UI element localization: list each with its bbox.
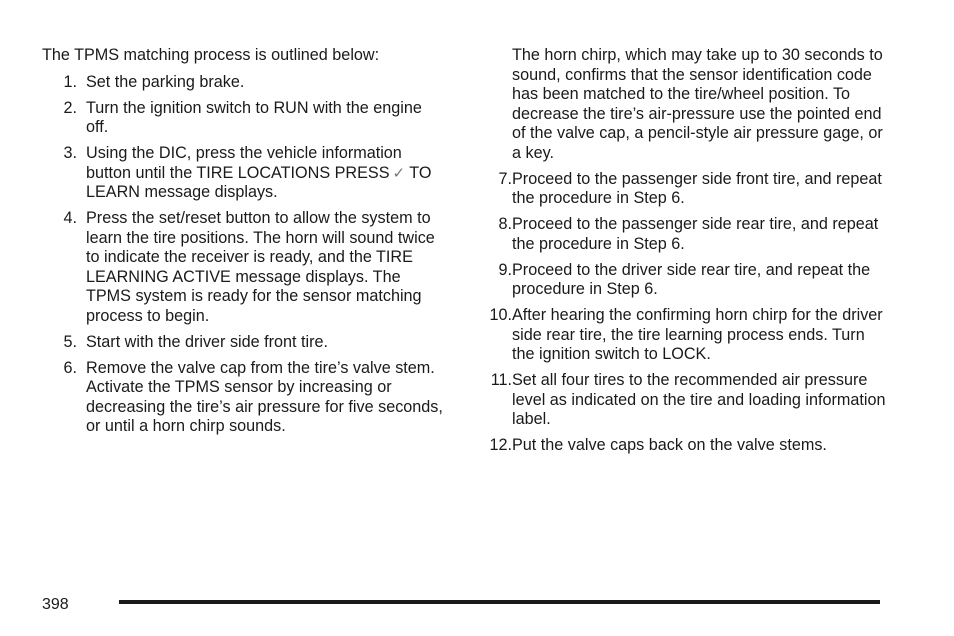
step-text: Remove the valve cap from the tire’s valve stem. Activate the TPMS sensor by increasing or decreasing the tire’s air pressure for five seconds, or until a horn chirp sounds. [86, 358, 443, 435]
step-number: 4. [63, 209, 77, 227]
list-item [42, 209, 447, 326]
step-text-after-icon: TO LEARN message displays. [86, 163, 432, 201]
step-number: 8. [498, 215, 512, 233]
list-item [476, 306, 886, 365]
list-item [42, 359, 447, 437]
step-text: Put the valve caps back on the valve stems. [512, 436, 827, 454]
step-number: 12. [489, 436, 512, 454]
step-text: Set all four tires to the recommended air pressure level as indicated on the tire and loading information label. [512, 371, 886, 428]
steps-list-right [476, 170, 886, 456]
step-text: Turn the ignition switch to RUN with the engine off. [86, 98, 422, 136]
step-number: 1. [63, 72, 77, 91]
list-item [476, 261, 886, 300]
step-text: Press the set/reset button to allow the system to learn the tire positions. The horn will sound twice to indicate the receiver is ready, and the TIRE LEARNING ACTIVE message displays. The TPMS system is ready for the sensor matching process to begin. [86, 209, 435, 325]
step-text: Set the parking brake. [86, 72, 245, 91]
step-number: 5. [63, 332, 77, 351]
step-number: 11. [490, 371, 512, 389]
step-number: 6. [63, 358, 77, 377]
list-item [476, 371, 886, 430]
list-item [42, 144, 447, 203]
step-number: 9. [498, 260, 512, 279]
list-item [42, 99, 447, 138]
step-text: Proceed to the driver side rear tire, and repeat the procedure in Step 6. [512, 260, 871, 298]
step-text: Proceed to the passenger side rear tire, and repeat the procedure in Step 6. [512, 215, 879, 253]
step-6-continuation: The horn chirp, which may take up to 30 seconds to sound, confirms that the sensor identification code has been matched to the tire/wheel position. To decrease the tire’s air-pressure use the pointed end of the valve cap, a pencil-style air pressure gage, or a key. [512, 46, 883, 162]
step-text: After hearing the confirming horn chirp for the driver side rear tire, the tire learning process ends. Turn the ignition switch to LOCK. [512, 306, 883, 363]
right-column [476, 46, 886, 462]
list-item [476, 170, 886, 209]
check-icon: ✓ [392, 164, 406, 182]
step-text: Proceed to the passenger side front tire, and repeat the procedure in Step 6. [512, 169, 882, 207]
steps-list-left [42, 73, 447, 437]
step-number: 10. [489, 306, 512, 324]
step-number: 3. [63, 144, 77, 162]
step-text [77, 144, 447, 203]
list-item [42, 333, 447, 353]
list-item [42, 73, 447, 93]
footer-rule [119, 600, 880, 604]
step-text: Start with the driver side front tire. [86, 332, 329, 351]
step-number: 7. [498, 169, 512, 188]
left-column [42, 46, 447, 443]
intro-text: The TPMS matching process is outlined below: [42, 46, 380, 64]
step-number: 2. [63, 98, 77, 117]
list-item [476, 215, 886, 254]
page-number: 398 [42, 596, 69, 613]
step-text-before-icon: Using the DIC, press the vehicle information button until the TIRE LOCATIONS PRESS [86, 144, 402, 182]
list-item [476, 436, 886, 456]
